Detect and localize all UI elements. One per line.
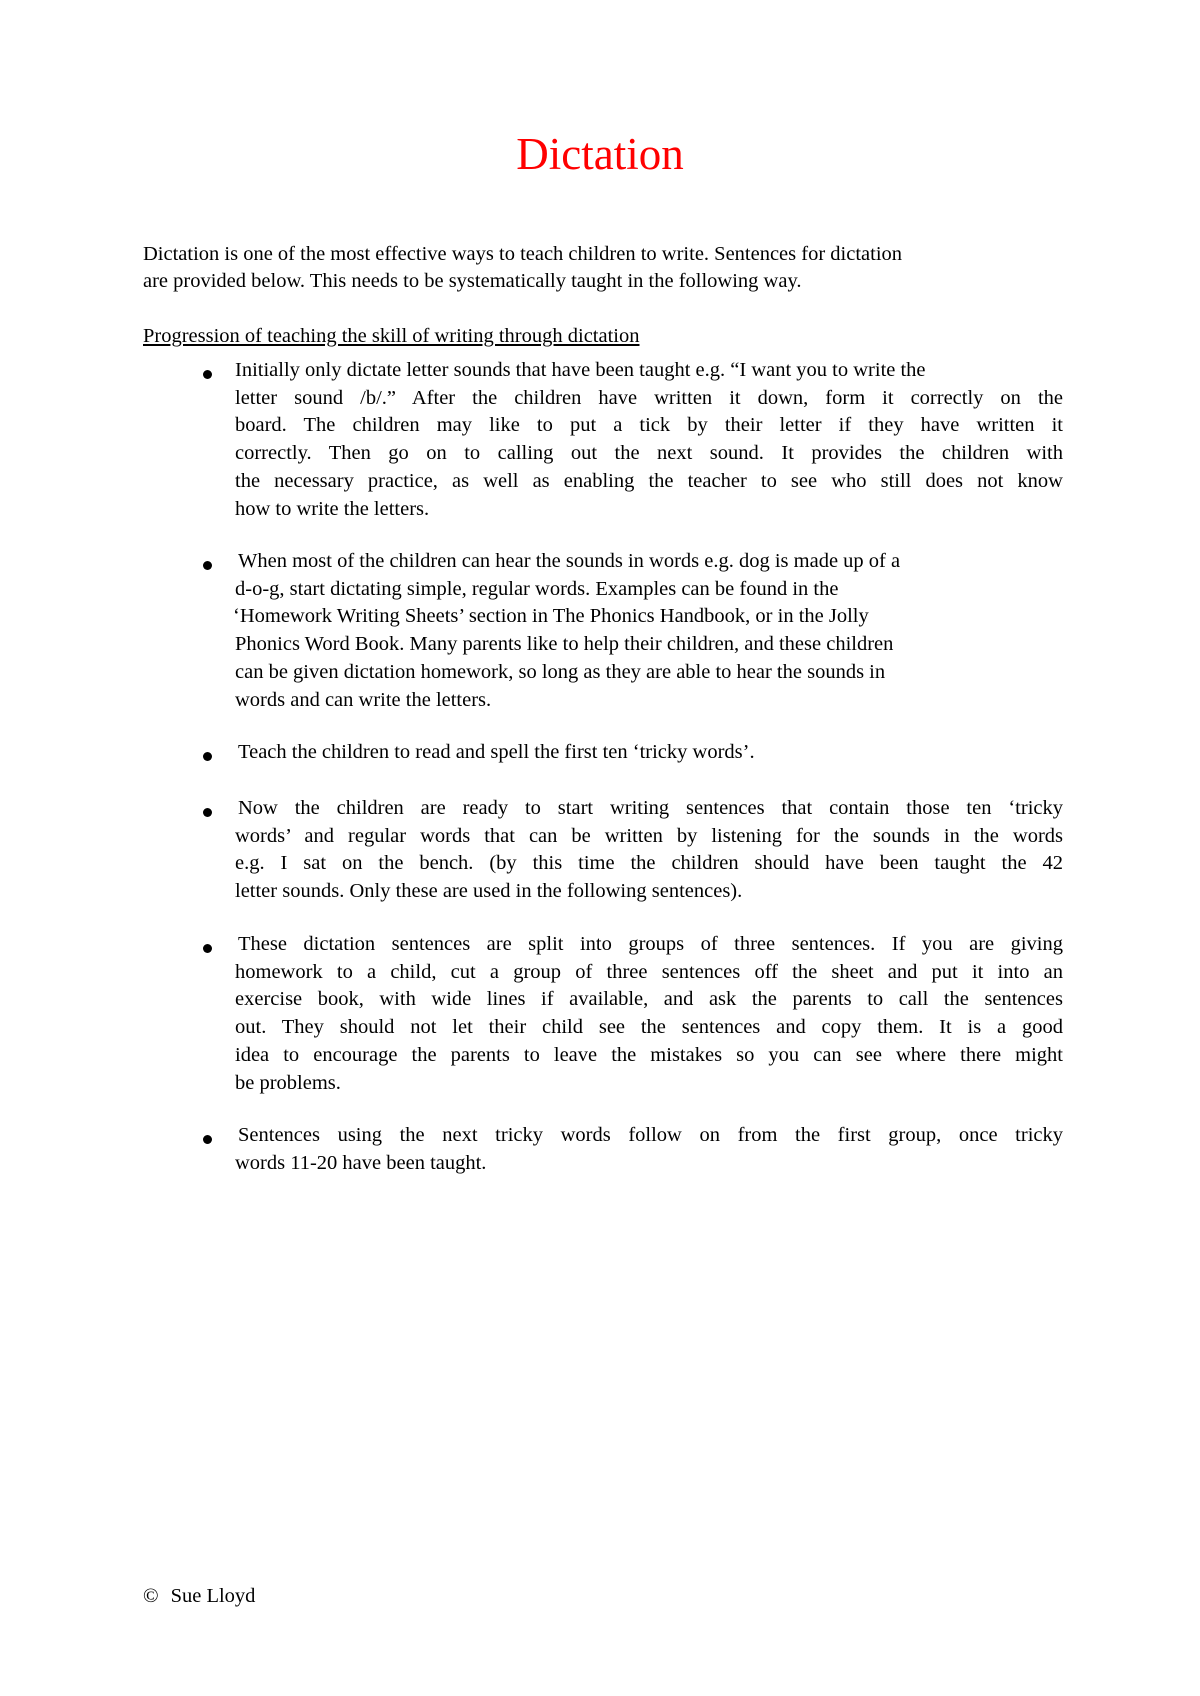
bullet-line: These dictation sentences are split into groups of three sentences. If you are giving — [238, 933, 1063, 955]
intro-line: are provided below. This needs to be systematically taught in the following way. — [143, 270, 802, 292]
bullet-line: be problems. — [235, 1071, 341, 1094]
bullet-line: words 11-20 have been taught. — [235, 1151, 487, 1174]
bullet-line: out. They should not let their child see the sentences and copy them. It is a good — [235, 1016, 1063, 1039]
bullet-line: can be given dictation homework, so long as they are able to hear the sounds in — [235, 660, 886, 683]
bullet-text — [235, 1122, 1063, 1177]
footer-author: Sue Lloyd — [170, 1585, 256, 1607]
intro-paragraph — [143, 241, 1064, 295]
bullet-line: idea to encourage the parents to leave the mistakes so you can see where there might — [235, 1043, 1063, 1066]
bullet-line: e.g. I sat on the bench. (by this time the children should have been taught the 42 — [235, 852, 1063, 875]
bullet-line: Sentences using the next tricky words follow on from the first group, once tricky — [238, 1124, 1063, 1146]
bullet-line: letter sound /b/.” After the children have written it down, form it correctly on the — [235, 386, 1063, 409]
copyright-symbol: © — [143, 1585, 159, 1607]
bullet-text — [235, 739, 1066, 767]
section-subheading: Progression of teaching the skill of writing through dictation — [143, 325, 640, 347]
footer-copyright — [143, 1583, 255, 1610]
bullet-line: words and can write the letters. — [235, 688, 492, 711]
page-title: Dictation — [516, 129, 684, 179]
bullet-line: Initially only dictate letter sounds that have been taught e.g. “I want you to write the — [235, 359, 926, 381]
bullet-text — [235, 357, 1063, 523]
bullet-icon — [203, 944, 212, 953]
bullet-line: Teach the children to read and spell the first ten ‘tricky words’. — [238, 741, 755, 763]
bullet-line: correctly. Then go on to calling out the next sound. It provides the children with — [235, 442, 1063, 465]
bullet-icon — [203, 808, 212, 817]
intro-line: Dictation is one of the most effective ways to teach children to write. Sentences for dictation — [143, 243, 903, 265]
bullet-text — [235, 548, 1063, 714]
bullet-line: exercise book, with wide lines if available, and ask the parents to call the sentences — [235, 988, 1063, 1011]
bullet-icon — [203, 370, 212, 379]
bullet-icon — [203, 752, 212, 761]
bullet-line: Phonics Word Book. Many parents like to help their children, and these children — [235, 633, 894, 656]
bullet-line: the necessary practice, as well as enabling the teacher to see who still does not know — [235, 469, 1063, 492]
bullet-text — [235, 931, 1063, 1097]
bullet-text — [235, 795, 1063, 906]
bullet-line: board. The children may like to put a tick by their letter if they have written it — [235, 414, 1063, 437]
bullet-line: how to write the letters. — [235, 497, 430, 520]
bullet-line: Now the children are ready to start writing sentences that contain those ten ‘tricky — [238, 797, 1063, 819]
bullet-line: When most of the children can hear the sounds in words e.g. dog is made up of a — [238, 550, 901, 572]
bullet-line: homework to a child, cut a group of three sentences off the sheet and put it into an — [235, 960, 1063, 983]
bullet-line: ‘Homework Writing Sheets’ section in The Phonics Handbook, or in the Jolly — [233, 605, 869, 628]
bullet-line: d-o-g, start dictating simple, regular words. Examples can be found in the — [235, 577, 839, 600]
bullet-line: letter sounds. Only these are used in the following sentences). — [235, 880, 743, 903]
bullet-icon — [203, 561, 212, 570]
bullet-line: words’ and regular words that can be written by listening for the sounds in the words — [235, 824, 1063, 847]
bullet-icon — [203, 1135, 212, 1144]
